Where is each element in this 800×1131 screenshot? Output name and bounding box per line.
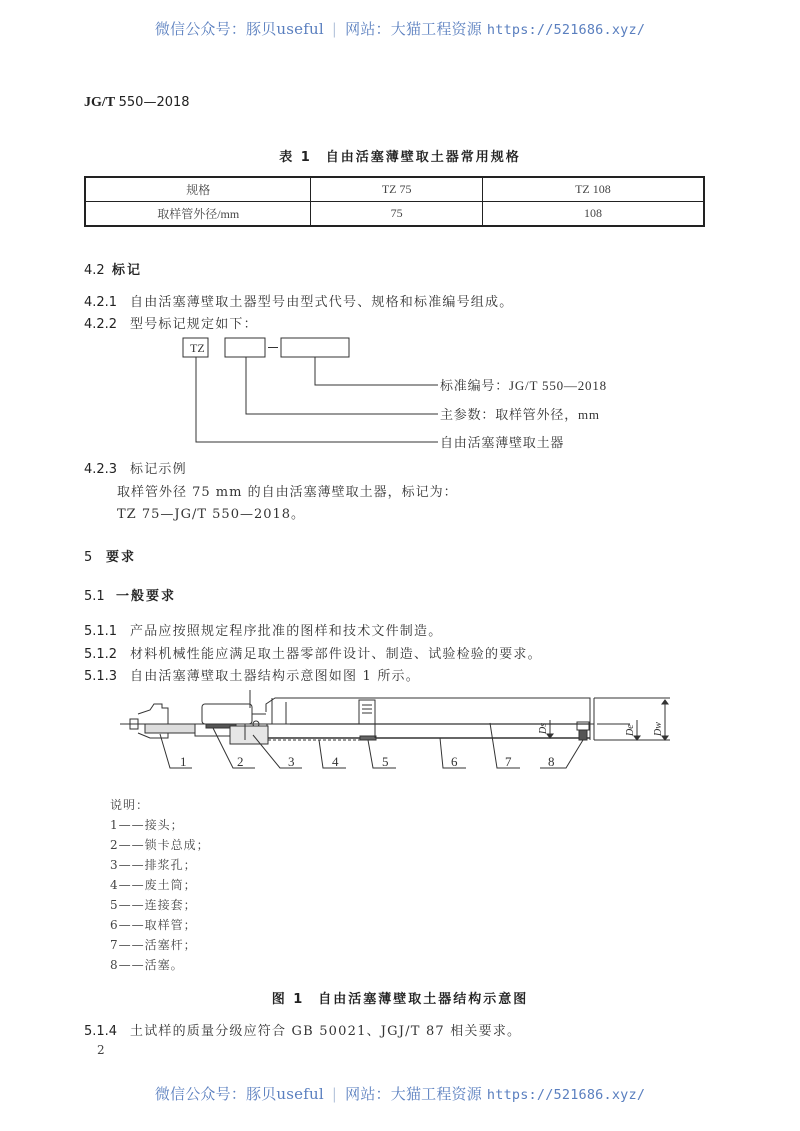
watermark-top <box>0 18 800 39</box>
legend-item: 3——排浆孔； <box>110 858 197 872</box>
callout-5: 5 <box>382 754 389 769</box>
table1-caption-num: 表 1 <box>279 150 312 165</box>
watermark-url[interactable]: https://521686.xyz/ <box>486 22 646 38</box>
legend-item: 8——活塞。 <box>110 958 184 972</box>
table-cell: TZ 108 <box>482 177 704 202</box>
legend-item: 2——锁卡总成； <box>110 838 210 852</box>
clause-number: 4.2.3 <box>84 462 118 477</box>
legend-item: 7——活塞杆； <box>110 938 197 952</box>
legend-item: 4——废土筒； <box>110 878 197 892</box>
dimension-ds: Ds <box>538 722 549 734</box>
figure1-caption-title: 自由活塞薄壁取土器结构示意图 <box>318 992 529 1007</box>
clause-text: 标记示例 <box>130 462 187 477</box>
page-number: 2 <box>97 1043 105 1057</box>
legend-title: 说明： <box>110 798 150 812</box>
callout-2: 2 <box>237 754 244 769</box>
section-number: 4.2 <box>84 263 105 278</box>
clause-4-2-3 <box>84 458 187 477</box>
watermark-wechat: 微信公众号：豚贝useful <box>154 1085 324 1103</box>
table-cell: 规格 <box>85 177 311 202</box>
clause-5-1-4 <box>84 1020 521 1039</box>
section-title: 标记 <box>112 263 143 278</box>
clause-5-1-2 <box>84 643 542 662</box>
marking-label-standard: 标准编号：JG/T 550—2018 <box>440 378 607 393</box>
standard-number: 550—2018 <box>118 95 190 110</box>
watermark-url[interactable]: https://521686.xyz/ <box>486 1087 646 1103</box>
code-box-text: TZ <box>190 341 205 355</box>
figure1-caption <box>0 988 800 1007</box>
standard-prefix: JG/T <box>84 95 116 110</box>
callout-6: 6 <box>451 754 458 769</box>
table1-caption <box>0 146 800 165</box>
section-title: 一般要求 <box>116 589 177 604</box>
table1-caption-title: 自由活塞薄壁取土器常用规格 <box>325 150 521 165</box>
clause-5-1-3 <box>84 665 420 684</box>
example-line-2: TZ 75—JG/T 550—2018。 <box>117 507 306 522</box>
sampler-structure-drawing <box>110 690 690 785</box>
callout-4: 4 <box>332 754 339 769</box>
section-number: 5 <box>84 550 93 565</box>
table-row <box>85 202 704 227</box>
standard-box <box>281 338 349 357</box>
section-title: 要求 <box>106 550 137 565</box>
table-cell: TZ 75 <box>311 177 482 202</box>
callout-labels <box>180 754 555 769</box>
section-5-heading <box>84 546 136 565</box>
table-cell: 75 <box>311 202 482 227</box>
legend-item: 1——接头； <box>110 818 184 832</box>
clause-number: 4.2.1 <box>84 295 118 310</box>
watermark-separator: | <box>331 20 338 38</box>
watermark-separator: | <box>331 1085 338 1103</box>
callout-7: 7 <box>505 754 512 769</box>
section-number: 5.1 <box>84 589 105 604</box>
callout-8: 8 <box>548 754 555 769</box>
legend-item: 5——连接套； <box>110 898 197 912</box>
watermark-wechat: 微信公众号：豚贝useful <box>154 20 324 38</box>
clause-text: 产品应按照规定程序批准的图样和技术文件制造。 <box>130 624 443 639</box>
clause-text: 材料机械性能应满足取土器零部件设计、制造、试验检验的要求。 <box>130 647 542 662</box>
clause-number: 5.1.3 <box>84 669 118 684</box>
clause-text: 自由活塞薄壁取土器型号由型式代号、规格和标准编号组成。 <box>130 295 514 310</box>
dimension-dw: Dw <box>653 722 664 736</box>
clause-4-2-1 <box>84 291 513 310</box>
dimension-de: De <box>625 724 636 736</box>
example-line-1: 取样管外径 75 mm 的自由活塞薄壁取土器，标记为： <box>117 485 458 500</box>
clause-5-1-1 <box>84 620 442 639</box>
watermark-site: 网站：大猫工程资源 <box>345 20 482 38</box>
callout-3: 3 <box>288 754 295 769</box>
section-4-2-heading <box>84 259 142 278</box>
callout-1: 1 <box>180 754 187 769</box>
table-cell: 取样管外径/mm <box>85 202 311 227</box>
clause-number: 5.1.4 <box>84 1024 118 1039</box>
table-row <box>85 177 704 202</box>
section-5-1-heading <box>84 585 176 604</box>
clause-number: 5.1.2 <box>84 647 118 662</box>
marking-label-param: 主参数：取样管外径，mm <box>440 407 600 422</box>
watermark-site: 网站：大猫工程资源 <box>345 1085 482 1103</box>
param-box <box>225 338 265 357</box>
marking-label-type: 自由活塞薄壁取土器 <box>440 435 565 450</box>
legend-item: 6——取样管； <box>110 918 197 932</box>
clause-text: 自由活塞薄壁取土器结构示意图如图 1 所示。 <box>130 669 420 684</box>
marking-diagram <box>170 330 630 460</box>
clause-number: 5.1.1 <box>84 624 118 639</box>
table-cell: 108 <box>482 202 704 227</box>
watermark-bottom <box>0 1083 800 1104</box>
clause-text: 型号标记规定如下： <box>130 317 258 332</box>
clause-number: 4.2.2 <box>84 317 118 332</box>
spec-table <box>84 176 705 227</box>
clause-text: 土试样的质量分级应符合 GB 50021、JGJ/T 87 相关要求。 <box>130 1024 522 1039</box>
standard-header <box>84 95 190 111</box>
figure1-caption-num: 图 1 <box>271 992 305 1007</box>
